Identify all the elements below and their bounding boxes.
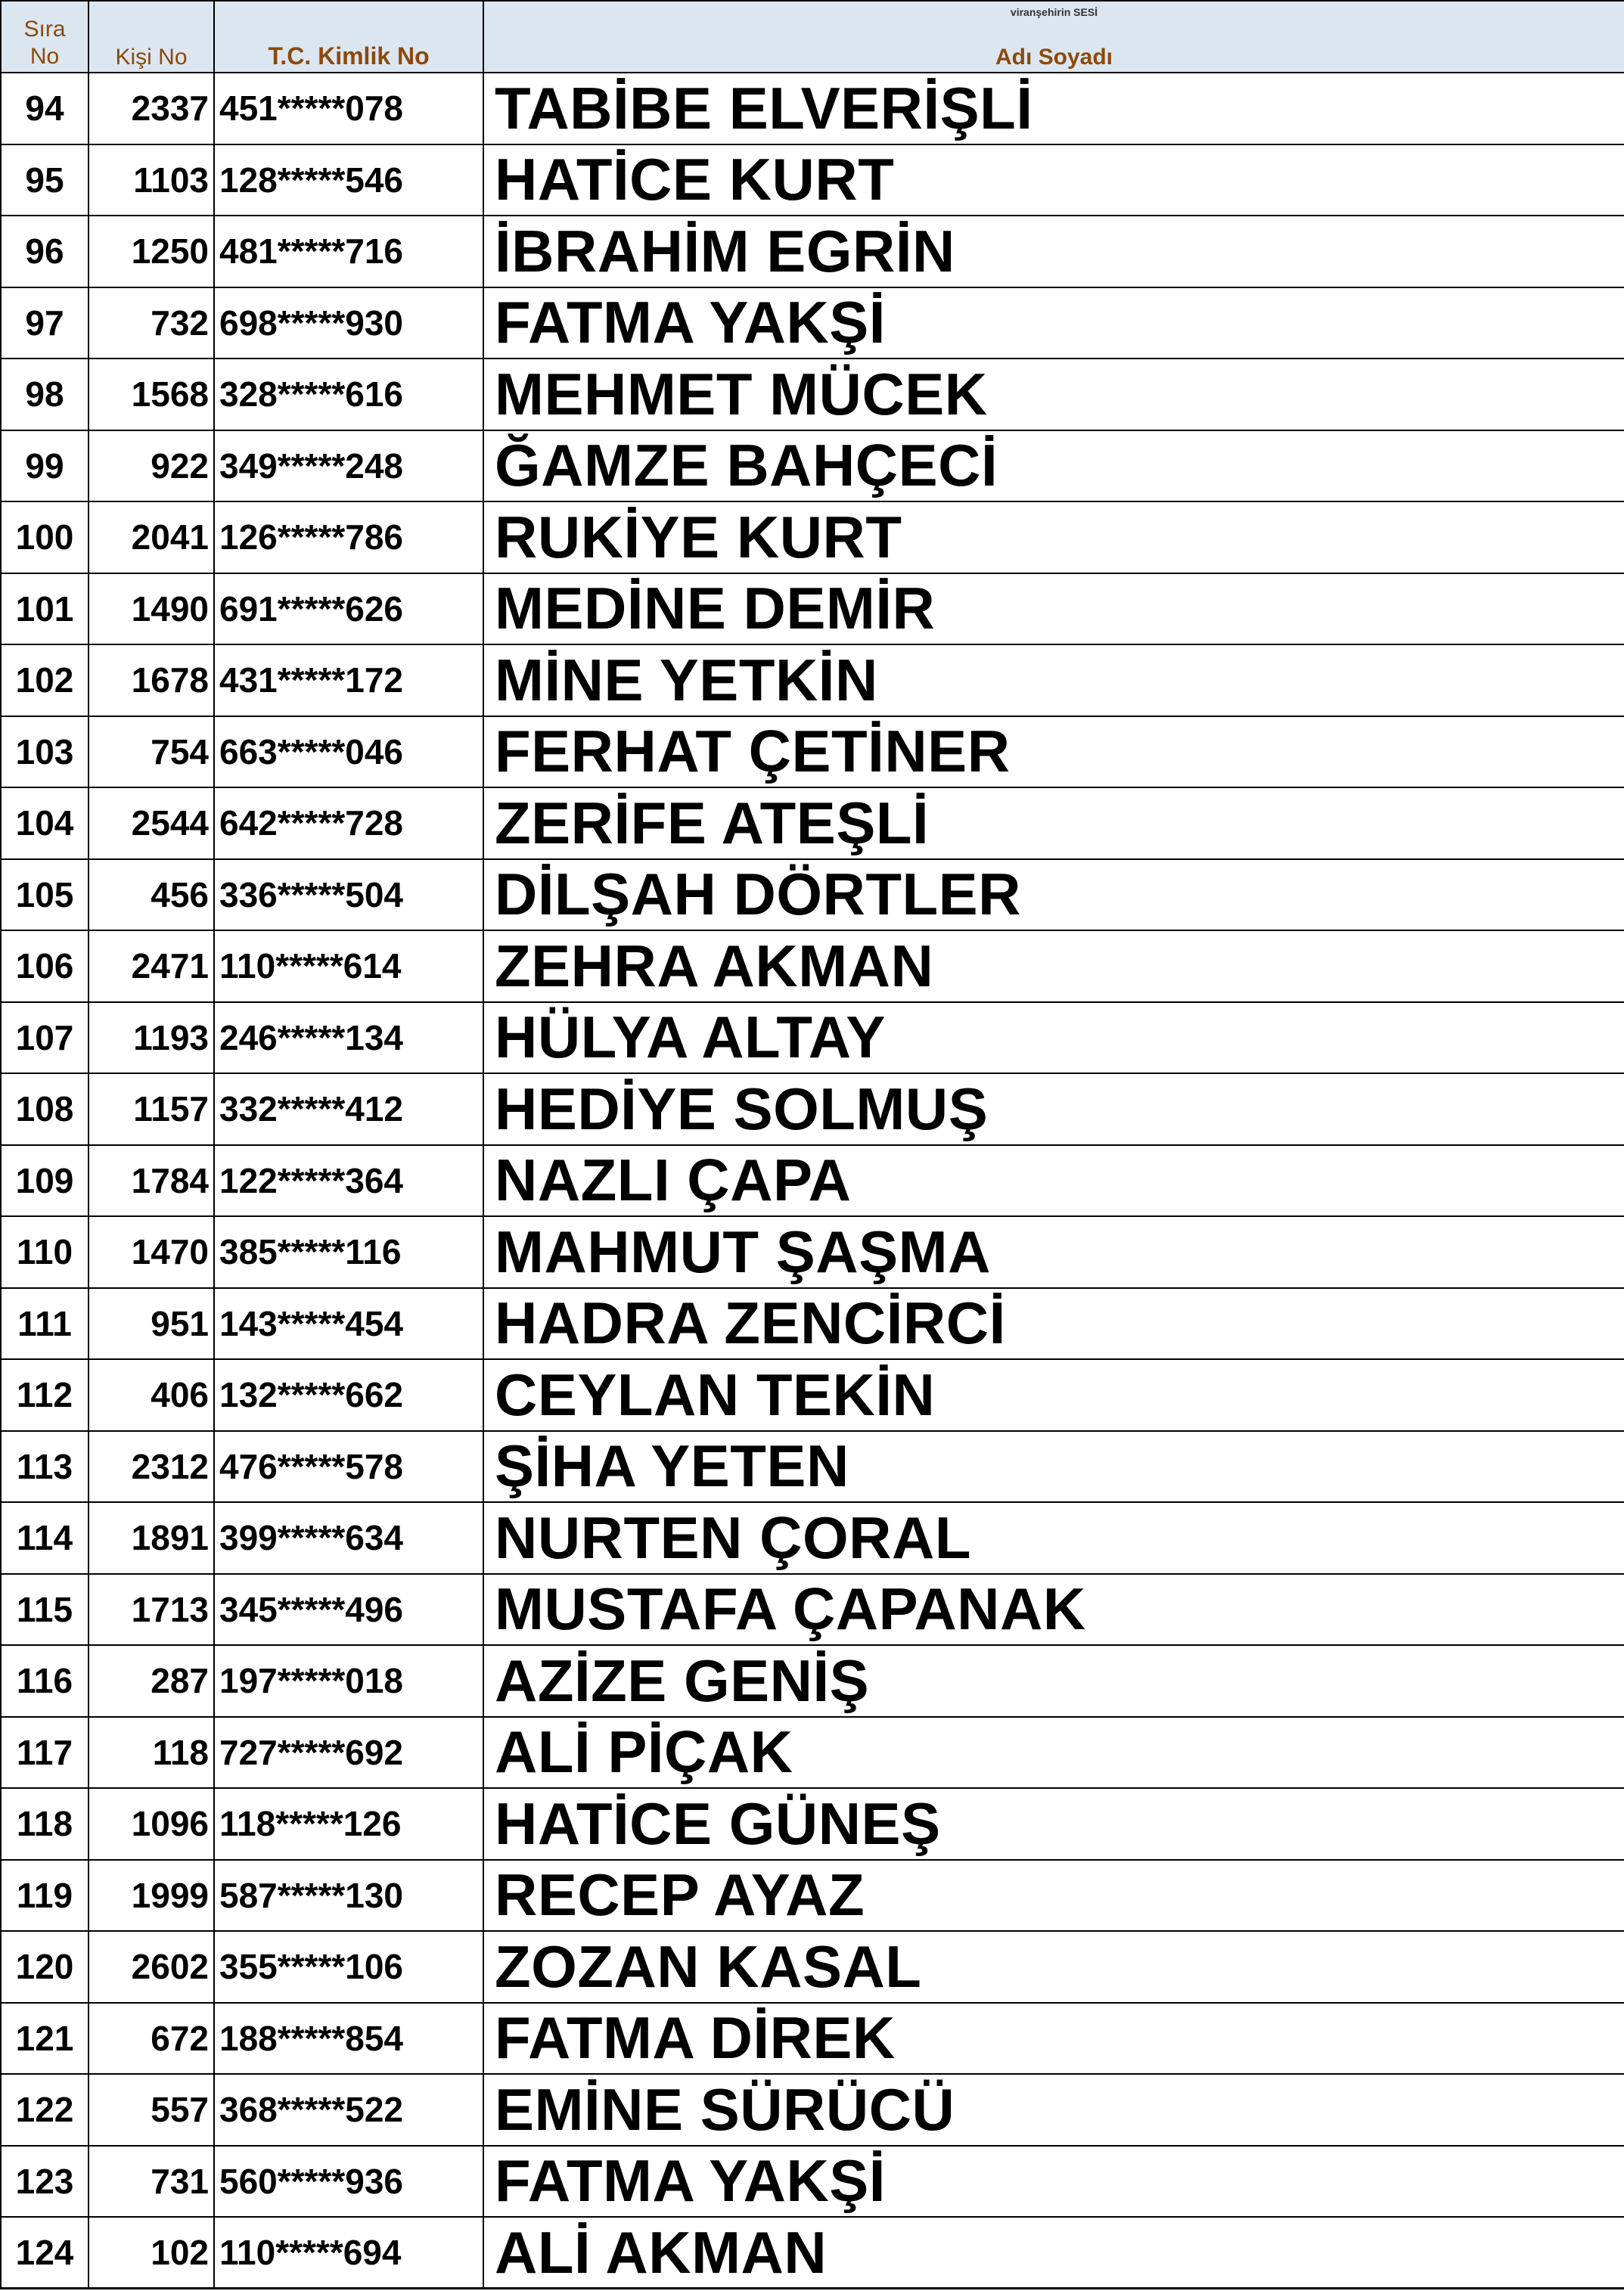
sira-no-cell: 98 bbox=[1, 359, 88, 430]
table-row bbox=[1, 716, 1624, 788]
tc-kimlik-no-cell: 560*****936 bbox=[214, 2146, 483, 2218]
kisi-no-cell: 951 bbox=[88, 1288, 214, 1360]
kisi-no-cell: 1713 bbox=[88, 1574, 214, 1646]
tc-kimlik-no-cell: 345*****496 bbox=[214, 1574, 483, 1646]
kisi-no-cell: 731 bbox=[88, 2146, 214, 2218]
tc-kimlik-no-cell: 118*****126 bbox=[214, 1788, 483, 1860]
tc-kimlik-no-cell: 349*****248 bbox=[214, 430, 483, 502]
table-row bbox=[1, 359, 1624, 430]
table-row bbox=[1, 1717, 1624, 1789]
tc-kimlik-no-cell: 246*****134 bbox=[214, 1002, 483, 1074]
sira-no-cell: 113 bbox=[1, 1431, 88, 1503]
sira-no-cell: 105 bbox=[1, 859, 88, 931]
table-row bbox=[1, 1431, 1624, 1503]
table-row bbox=[1, 216, 1624, 287]
adi-soyadi-cell: FATMA YAKŞİ bbox=[483, 287, 1624, 359]
adi-soyadi-cell: FERHAT ÇETİNER bbox=[483, 716, 1624, 788]
sira-no-cell: 109 bbox=[1, 1145, 88, 1217]
kisi-no-cell: 1891 bbox=[88, 1502, 214, 1574]
kisi-no-cell: 456 bbox=[88, 859, 214, 931]
table-row bbox=[1, 644, 1624, 716]
table-row bbox=[1, 1788, 1624, 1860]
adi-soyadi-cell: HÜLYA ALTAY bbox=[483, 1002, 1624, 1074]
tc-kimlik-no-cell: 188*****854 bbox=[214, 2003, 483, 2075]
table-row bbox=[1, 287, 1624, 359]
header-adi-soyadi-label: Adı Soyadı bbox=[995, 45, 1113, 70]
table-row bbox=[1, 73, 1624, 144]
adi-soyadi-cell: EMİNE SÜRÜCÜ bbox=[483, 2074, 1624, 2146]
header-adi-soyadi bbox=[483, 1, 1624, 73]
adi-soyadi-cell: MAHMUT ŞAŞMA bbox=[483, 1216, 1624, 1288]
header-row bbox=[1, 1, 1624, 73]
adi-soyadi-cell: ZEHRA AKMAN bbox=[483, 930, 1624, 1002]
adi-soyadi-cell: ALİ PİÇAK bbox=[483, 1717, 1624, 1789]
table-row bbox=[1, 787, 1624, 859]
table-row bbox=[1, 1288, 1624, 1360]
adi-soyadi-cell: MEHMET MÜCEK bbox=[483, 359, 1624, 430]
kisi-no-cell: 1193 bbox=[88, 1002, 214, 1074]
adi-soyadi-cell: MUSTAFA ÇAPANAK bbox=[483, 1574, 1624, 1646]
table-row bbox=[1, 930, 1624, 1002]
kisi-no-cell: 1568 bbox=[88, 359, 214, 430]
sira-no-cell: 117 bbox=[1, 1717, 88, 1789]
tc-kimlik-no-cell: 481*****716 bbox=[214, 216, 483, 287]
tc-kimlik-no-cell: 197*****018 bbox=[214, 1645, 483, 1717]
table-row bbox=[1, 1359, 1624, 1431]
table-row bbox=[1, 1502, 1624, 1574]
tc-kimlik-no-cell: 691*****626 bbox=[214, 573, 483, 645]
sira-no-cell: 95 bbox=[1, 144, 88, 216]
kisi-no-cell: 2312 bbox=[88, 1431, 214, 1503]
adi-soyadi-cell: CEYLAN TEKİN bbox=[483, 1359, 1624, 1431]
sira-no-cell: 124 bbox=[1, 2217, 88, 2289]
kisi-no-cell: 732 bbox=[88, 287, 214, 359]
adi-soyadi-cell: MEDİNE DEMİR bbox=[483, 573, 1624, 645]
tc-kimlik-no-cell: 336*****504 bbox=[214, 859, 483, 931]
sira-no-cell: 100 bbox=[1, 501, 88, 573]
tc-kimlik-no-cell: 110*****614 bbox=[214, 930, 483, 1002]
header-sira-line1: Sıra bbox=[23, 17, 66, 42]
kisi-no-cell: 1103 bbox=[88, 144, 214, 216]
header-kisi-no: Kişi No bbox=[88, 1, 214, 73]
header-sira-line2: No bbox=[29, 44, 60, 69]
table-row bbox=[1, 501, 1624, 573]
adi-soyadi-cell: ALİ AKMAN bbox=[483, 2217, 1624, 2289]
adi-soyadi-cell: NAZLI ÇAPA bbox=[483, 1145, 1624, 1217]
kisi-no-cell: 1250 bbox=[88, 216, 214, 287]
tc-kimlik-no-cell: 451*****078 bbox=[214, 73, 483, 144]
tc-kimlik-no-cell: 431*****172 bbox=[214, 644, 483, 716]
adi-soyadi-cell: AZİZE GENİŞ bbox=[483, 1645, 1624, 1717]
kisi-no-cell: 922 bbox=[88, 430, 214, 502]
kisi-no-cell: 1096 bbox=[88, 1788, 214, 1860]
kisi-no-cell: 2602 bbox=[88, 1931, 214, 2003]
sira-no-cell: 110 bbox=[1, 1216, 88, 1288]
tc-kimlik-no-cell: 328*****616 bbox=[214, 359, 483, 430]
sira-no-cell: 107 bbox=[1, 1002, 88, 1074]
table-row bbox=[1, 2074, 1624, 2146]
sira-no-cell: 118 bbox=[1, 1788, 88, 1860]
kisi-no-cell: 672 bbox=[88, 2003, 214, 2075]
tc-kimlik-no-cell: 368*****522 bbox=[214, 2074, 483, 2146]
tc-kimlik-no-cell: 355*****106 bbox=[214, 1931, 483, 2003]
table-row bbox=[1, 859, 1624, 931]
table-row bbox=[1, 1073, 1624, 1145]
tc-kimlik-no-cell: 143*****454 bbox=[214, 1288, 483, 1360]
adi-soyadi-cell: HEDİYE SOLMUŞ bbox=[483, 1073, 1624, 1145]
kisi-no-cell: 287 bbox=[88, 1645, 214, 1717]
adi-soyadi-cell: HADRA ZENCİRCİ bbox=[483, 1288, 1624, 1360]
adi-soyadi-cell: ĞAMZE BAHÇECİ bbox=[483, 430, 1624, 502]
tc-kimlik-no-cell: 385*****116 bbox=[214, 1216, 483, 1288]
table-row bbox=[1, 1145, 1624, 1217]
header-sira-no bbox=[1, 1, 88, 73]
table-row bbox=[1, 2146, 1624, 2218]
table-row bbox=[1, 430, 1624, 502]
table-row bbox=[1, 1002, 1624, 1074]
kisi-no-cell: 1157 bbox=[88, 1073, 214, 1145]
table-header bbox=[1, 1, 1624, 73]
table-row bbox=[1, 573, 1624, 645]
table-row bbox=[1, 1931, 1624, 2003]
tc-kimlik-no-cell: 399*****634 bbox=[214, 1502, 483, 1574]
sira-no-cell: 94 bbox=[1, 73, 88, 144]
adi-soyadi-cell: FATMA DİREK bbox=[483, 2003, 1624, 2075]
kisi-no-cell: 1678 bbox=[88, 644, 214, 716]
table-row bbox=[1, 1574, 1624, 1646]
tc-kimlik-no-cell: 727*****692 bbox=[214, 1717, 483, 1789]
kisi-no-cell: 2041 bbox=[88, 501, 214, 573]
adi-soyadi-cell: ŞİHA YETEN bbox=[483, 1431, 1624, 1503]
kisi-no-cell: 557 bbox=[88, 2074, 214, 2146]
kisi-no-cell: 754 bbox=[88, 716, 214, 788]
kisi-no-cell: 1999 bbox=[88, 1860, 214, 1932]
sira-no-cell: 103 bbox=[1, 716, 88, 788]
adi-soyadi-cell: RECEP AYAZ bbox=[483, 1860, 1624, 1932]
adi-soyadi-cell: ZERİFE ATEŞLİ bbox=[483, 787, 1624, 859]
kisi-no-cell: 2544 bbox=[88, 787, 214, 859]
sira-no-cell: 121 bbox=[1, 2003, 88, 2075]
kisi-no-cell: 118 bbox=[88, 1717, 214, 1789]
tc-kimlik-no-cell: 132*****662 bbox=[214, 1359, 483, 1431]
tc-kimlik-no-cell: 698*****930 bbox=[214, 287, 483, 359]
brand-watermark: viranşehirin SESİ bbox=[1010, 6, 1098, 18]
adi-soyadi-cell: ZOZAN KASAL bbox=[483, 1931, 1624, 2003]
tc-kimlik-no-cell: 476*****578 bbox=[214, 1431, 483, 1503]
kisi-no-cell: 1470 bbox=[88, 1216, 214, 1288]
adi-soyadi-cell: RUKİYE KURT bbox=[483, 501, 1624, 573]
table-row bbox=[1, 1216, 1624, 1288]
adi-soyadi-cell: TABİBE ELVERİŞLİ bbox=[483, 73, 1624, 144]
sira-no-cell: 120 bbox=[1, 1931, 88, 2003]
table-row bbox=[1, 1860, 1624, 1932]
sira-no-cell: 114 bbox=[1, 1502, 88, 1574]
kisi-no-cell: 1784 bbox=[88, 1145, 214, 1217]
adi-soyadi-cell: MİNE YETKİN bbox=[483, 644, 1624, 716]
tc-kimlik-no-cell: 332*****412 bbox=[214, 1073, 483, 1145]
table-row bbox=[1, 144, 1624, 216]
adi-soyadi-cell: FATMA YAKŞİ bbox=[483, 2146, 1624, 2218]
sira-no-cell: 97 bbox=[1, 287, 88, 359]
kisi-no-cell: 1490 bbox=[88, 573, 214, 645]
sira-no-cell: 119 bbox=[1, 1860, 88, 1932]
kisi-no-cell: 2337 bbox=[88, 73, 214, 144]
sira-no-cell: 116 bbox=[1, 1645, 88, 1717]
kisi-no-cell: 406 bbox=[88, 1359, 214, 1431]
sira-no-cell: 102 bbox=[1, 644, 88, 716]
sira-no-cell: 106 bbox=[1, 930, 88, 1002]
tc-kimlik-no-cell: 122*****364 bbox=[214, 1145, 483, 1217]
adi-soyadi-cell: NURTEN ÇORAL bbox=[483, 1502, 1624, 1574]
tc-kimlik-no-cell: 110*****694 bbox=[214, 2217, 483, 2289]
sira-no-cell: 108 bbox=[1, 1073, 88, 1145]
table-row bbox=[1, 1645, 1624, 1717]
sira-no-cell: 99 bbox=[1, 430, 88, 502]
sira-no-cell: 122 bbox=[1, 2074, 88, 2146]
tc-kimlik-no-cell: 128*****546 bbox=[214, 144, 483, 216]
kisi-no-cell: 102 bbox=[88, 2217, 214, 2289]
tc-kimlik-no-cell: 663*****046 bbox=[214, 716, 483, 788]
sira-no-cell: 115 bbox=[1, 1574, 88, 1646]
sira-no-cell: 111 bbox=[1, 1288, 88, 1360]
tc-kimlik-no-cell: 126*****786 bbox=[214, 501, 483, 573]
sira-no-cell: 104 bbox=[1, 787, 88, 859]
adi-soyadi-cell: DİLŞAH DÖRTLER bbox=[483, 859, 1624, 931]
table-row bbox=[1, 2003, 1624, 2075]
tc-kimlik-no-cell: 642*****728 bbox=[214, 787, 483, 859]
table-row bbox=[1, 2217, 1624, 2289]
sira-no-cell: 112 bbox=[1, 1359, 88, 1431]
adi-soyadi-cell: HATİCE GÜNEŞ bbox=[483, 1788, 1624, 1860]
adi-soyadi-cell: HATİCE KURT bbox=[483, 144, 1624, 216]
sira-no-cell: 96 bbox=[1, 216, 88, 287]
sira-no-cell: 123 bbox=[1, 2146, 88, 2218]
sira-no-cell: 101 bbox=[1, 573, 88, 645]
header-tc-kimlik-no: T.C. Kimlik No bbox=[214, 1, 483, 73]
tc-kimlik-no-cell: 587*****130 bbox=[214, 1860, 483, 1932]
kisi-no-cell: 2471 bbox=[88, 930, 214, 1002]
table-body bbox=[1, 73, 1624, 2289]
adi-soyadi-cell: İBRAHİM EGRİN bbox=[483, 216, 1624, 287]
